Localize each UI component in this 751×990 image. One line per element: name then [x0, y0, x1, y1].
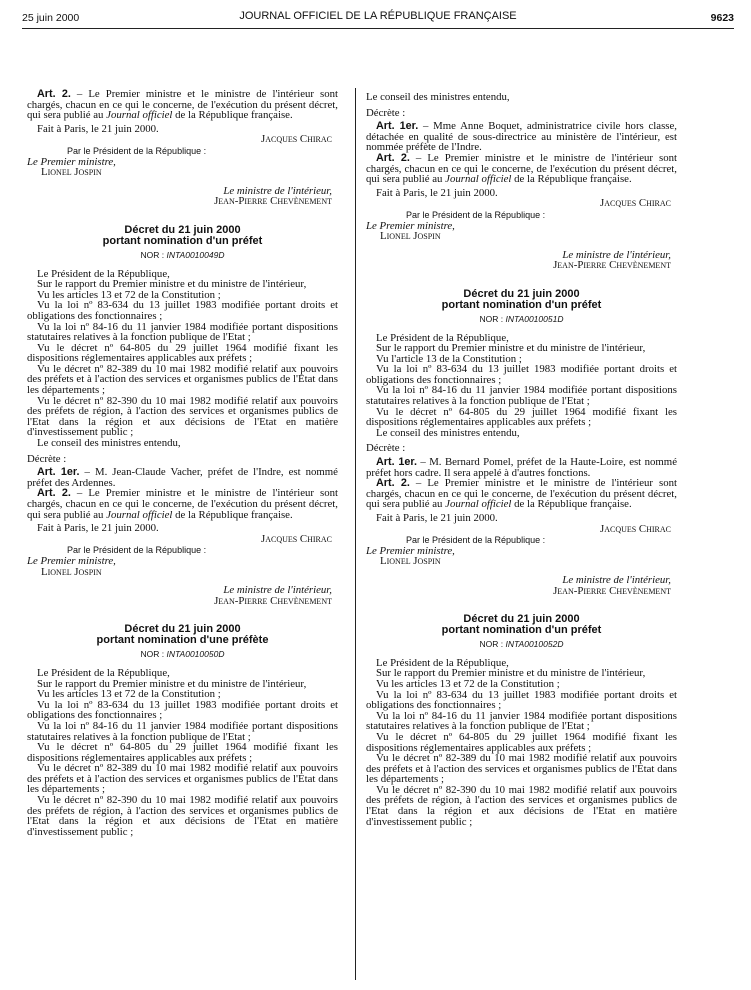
visa: Le Président de la République, [376, 331, 509, 344]
visa: Sur le rapport du Premier ministre et du ministre de l'intérieur, [376, 342, 646, 355]
par-le-president: Par le Président de la République : [406, 535, 546, 546]
visa: Vu les articles 13 et 72 de la Constitution ; [37, 288, 221, 301]
visa: Vu la loi nº 84-16 du 11 janvier 1984 modifiée portant dispositions statutaires relatives à la fonction publique de l'Etat ; [366, 709, 677, 733]
visa: Le Président de la République, [37, 267, 170, 280]
visa: Vu la loi nº 84-16 du 11 janvier 1984 modifiée portant dispositions statutaires relatives à la fonction publique de l'Etat ; [366, 384, 677, 408]
visa: Vu le décret nº 82-389 du 10 mai 1982 modifié relatif aux pouvoirs des préfets et à l'action des services et organismes publics de l'Etat dans les départements ; [366, 752, 677, 786]
visa: Sur le rapport du Premier ministre et du ministre de l'intérieur, [376, 667, 646, 680]
article-2: Art. 2. – Le Premier ministre et le ministre de l'intérieur sont chargés, chacun en ce qui le concerne, de l'exécution du présent décret, qui sera publié au Journal officiel de la République française. [366, 477, 677, 511]
signature-president: Jacques Chirac [600, 522, 671, 535]
visa: Vu le décret nº 82-390 du 10 mai 1982 modifié relatif aux pouvoirs des préfets de région, à l'action des services et organismes publics de l'Etat dans la région et aux décisions de l'Etat en matière d'investissement public ; [366, 783, 677, 828]
decrete: Décrète : [27, 452, 67, 465]
fait-a-paris: Fait à Paris, le 21 juin 2000. [37, 122, 159, 135]
column-divider [355, 88, 356, 980]
decree-title: Décret du 21 juin 2000 portant nomination d'une préfète [96, 623, 269, 647]
visa: Vu le décret nº 82-389 du 10 mai 1982 modifié relatif aux pouvoirs des préfets et à l'action des services et organismes publics de l'Etat dans les départements ; [27, 762, 338, 796]
visa: Vu le décret nº 64-805 du 29 juillet 1964 modifié fixant les dispositions réglementaires applicables aux préfets ; [366, 405, 677, 429]
decrete: Décrète : [366, 106, 406, 119]
decree-visas [27, 269, 338, 449]
header-rule [22, 28, 734, 29]
header-page-number: 9623 [710, 12, 734, 24]
decree-title: Décret du 21 juin 2000 portant nomination d'un préfet [441, 613, 602, 637]
decree-visas [366, 333, 677, 439]
visa: Vu la loi nº 83-634 du 13 juillet 1983 modifiée portant droits et obligations des fonctionnaires ; [27, 299, 338, 322]
ministre-name: Jean-Pierre Chevènement [553, 584, 671, 597]
visa: Le conseil des ministres entendu, [376, 426, 520, 439]
visa: Vu le décret nº 82-390 du 10 mai 1982 modifié relatif aux pouvoirs des préfets de région, à l'action des services et organismes publics de l'Etat dans la région et aux décisions de l'Etat en matière d'investissement public ; [27, 794, 338, 838]
header-date: 25 juin 2000 [22, 12, 80, 24]
decree-title: Décret du 21 juin 2000 portant nomination d'un préfet [102, 223, 263, 247]
decree-nor: NOR : INTA0010049D [140, 249, 225, 260]
ministre-name: Jean-Pierre Chevènement [214, 594, 332, 607]
ministre-name: Jean-Pierre Chevènement [553, 259, 671, 272]
visa: Vu le décret nº 64-805 du 29 juillet 1964 modifié fixant les dispositions réglementaires applicables aux préfets ; [27, 341, 338, 365]
par-le-president: Par le Président de la République : [67, 145, 207, 156]
ministre-label: Le ministre de l'intérieur, [562, 248, 671, 261]
par-le-president: Par le Président de la République : [67, 545, 207, 556]
decree-nor: NOR : INTA0010051D [479, 313, 564, 324]
visa: Le Président de la République, [37, 666, 170, 679]
conseil-entendu: Le conseil des ministres entendu, [366, 91, 510, 103]
visa: Vu les articles 13 et 72 de la Constitution ; [376, 677, 560, 690]
header-journal-title: JOURNAL OFFICIEL DE LA RÉPUBLIQUE FRANÇAISE [239, 10, 517, 22]
premier-ministre-label: Le Premier ministre, [27, 554, 116, 567]
premier-ministre-name: Lionel Jospin [41, 565, 102, 578]
left-column [27, 89, 338, 837]
visa: Vu la loi nº 83-634 du 13 juillet 1983 modifiée portant droits et obligations des fonctionnaires ; [27, 698, 338, 722]
premier-ministre-label: Le Premier ministre, [27, 155, 116, 168]
premier-ministre-label: Le Premier ministre, [366, 544, 455, 557]
visa: Sur le rapport du Premier ministre et du ministre de l'intérieur, [37, 278, 307, 291]
ministre-label: Le ministre de l'intérieur, [562, 573, 671, 586]
right-column [366, 92, 677, 827]
decrete: Décrète : [366, 442, 406, 455]
signature-president: Jacques Chirac [261, 532, 332, 545]
visa: Vu le décret nº 64-805 du 29 juillet 1964 modifié fixant les dispositions réglementaires applicables aux préfets ; [366, 730, 677, 754]
visa: Vu le décret nº 82-389 du 10 mai 1982 modifié relatif aux pouvoirs des préfets et à l'action des services et organismes publics de l'Etat dans les départements ; [27, 362, 338, 397]
visa: Le Président de la République, [376, 656, 509, 669]
decree-nor: NOR : INTA0010052D [479, 639, 564, 650]
fait-a-paris: Fait à Paris, le 21 juin 2000. [376, 512, 498, 524]
article-1: Art. 1er. – M. Jean-Claude Vacher, préfet de l'Indre, est nommé préfet des Ardennes. [27, 466, 338, 489]
visa: Vu la loi nº 84-16 du 11 janvier 1984 modifiée portant dispositions statutaires relatives à la fonction publique de l'Etat ; [27, 320, 338, 344]
visa: Vu le décret nº 82-390 du 10 mai 1982 modifié relatif aux pouvoirs des préfets de région, à l'action des services et organismes publics de l'Etat dans la région et aux décisions de l'Etat en matière d'investissement public ; [27, 394, 338, 439]
article-1: Art. 1er. – M. Bernard Pomel, préfet de la Haute-Loire, est nommé préfet hors cadre. Il sera appelé à d'autres fonctions. [366, 456, 678, 479]
page-header [22, 10, 734, 26]
signature-president: Jacques Chirac [261, 133, 332, 146]
premier-ministre-name: Lionel Jospin [380, 230, 441, 243]
visa: Vu la loi nº 84-16 du 11 janvier 1984 modifiée portant dispositions statutaires relatives à la fonction publique de l'Etat ; [27, 719, 338, 743]
visa: Le conseil des ministres entendu, [37, 437, 181, 450]
premier-ministre-label: Le Premier ministre, [366, 219, 455, 232]
decree-visas [27, 668, 338, 838]
signature-president: Jacques Chirac [600, 197, 671, 210]
article-2: Art. 2. – Le Premier ministre et le ministre de l'intérieur sont chargés, chacun en ce qui le concerne, de l'exécution du présent décret, qui sera publié au Journal officiel de la République française. [27, 487, 338, 521]
premier-ministre-name: Lionel Jospin [41, 166, 102, 179]
ministre-label: Le ministre de l'intérieur, [223, 584, 332, 597]
ministre-name: Jean-Pierre Chevènement [214, 195, 332, 208]
decree-nor: NOR : INTA0010050D [140, 649, 225, 660]
visa: Vu la loi nº 83-634 du 13 juillet 1983 modifiée portant droits et obligations des fonctionnaires ; [366, 363, 677, 386]
visa: Vu la loi nº 83-634 du 13 juillet 1983 modifiée portant droits et obligations des fonctionnaires ; [366, 688, 677, 712]
par-le-president: Par le Président de la République : [406, 209, 546, 220]
visa: Vu l'article 13 de la Constitution ; [376, 352, 522, 365]
article-2: Art. 2. – Le Premier ministre et le ministre de l'intérieur sont chargés, chacun en ce qui le concerne, de l'exécution du présent décret, qui sera publié au Journal officiel de la République française. [27, 88, 338, 122]
decree-title: Décret du 21 juin 2000 portant nomination d'un préfet [441, 287, 602, 311]
ministre-label: Le ministre de l'intérieur, [223, 184, 332, 197]
visa: Sur le rapport du Premier ministre et du ministre de l'intérieur, [37, 677, 307, 690]
decree-visas [366, 658, 677, 828]
visa: Vu le décret nº 64-805 du 29 juillet 1964 modifié fixant les dispositions réglementaires applicables aux préfets ; [27, 741, 338, 764]
fait-a-paris: Fait à Paris, le 21 juin 2000. [37, 522, 159, 535]
article-1: Art. 1er. – Mme Anne Boquet, administratrice civile hors classe, détachée en qualité de sous-directrice au ministère de l'intérieur, est nommée préfète de l'Indre. [366, 120, 677, 154]
premier-ministre-name: Lionel Jospin [380, 555, 441, 568]
article-2: Art. 2. – Le Premier ministre et le ministre de l'intérieur sont chargés, chacun en ce qui le concerne, de l'exécution du présent décret, qui sera publié au Journal officiel de la République française. [366, 151, 677, 186]
visa: Vu les articles 13 et 72 de la Constitution ; [37, 688, 221, 701]
fait-a-paris: Fait à Paris, le 21 juin 2000. [376, 186, 498, 199]
